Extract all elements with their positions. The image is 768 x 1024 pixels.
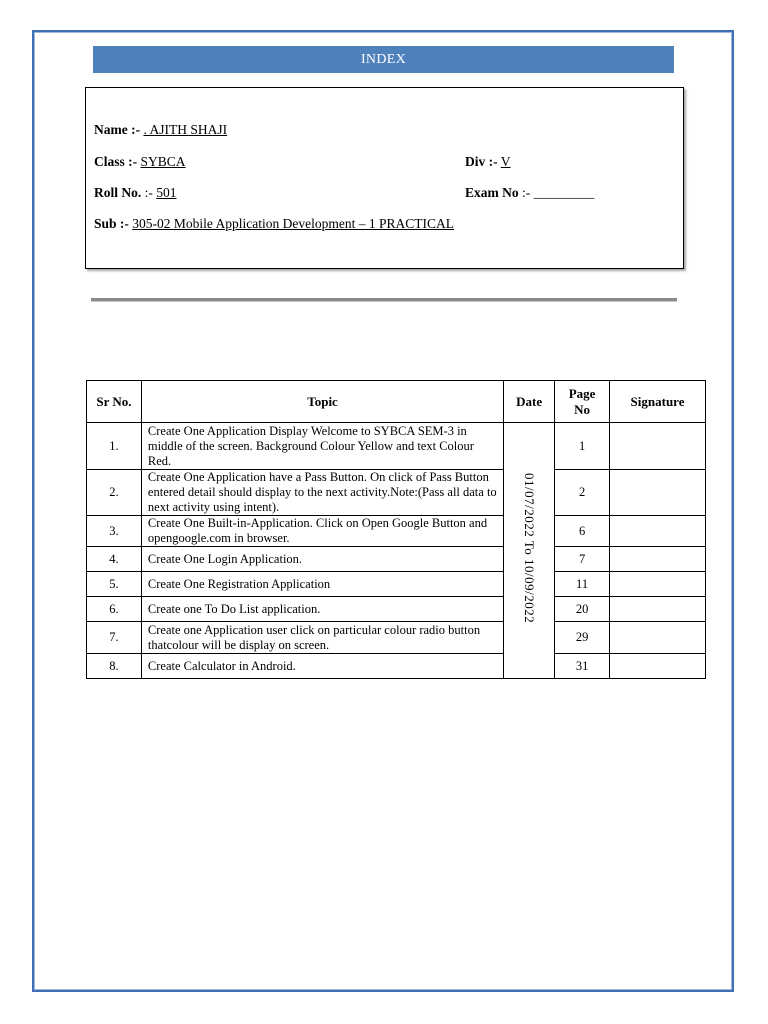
class-row: [94, 154, 186, 170]
row-topic: Create One Application have a Pass Button. On click of Pass Button entered detail should display to the next activity.Note:(Pass all data to next activity using intent).: [141, 470, 503, 516]
exam-label: Exam No: [465, 185, 519, 200]
index-banner: [93, 46, 674, 73]
roll-value: 501: [156, 185, 177, 200]
table-row: [87, 572, 706, 597]
roll-label: Roll No.: [94, 185, 142, 200]
exam-separator: :-: [518, 185, 531, 200]
row-signature: [610, 516, 706, 547]
table-row: [87, 423, 706, 470]
row-topic: Create One Registration Application: [141, 572, 503, 597]
row-signature: [610, 654, 706, 679]
row-topic: Create One Login Application.: [141, 547, 503, 572]
row-topic: Create One Application Display Welcome to SYBCA SEM-3 in middle of the screen. Background Colour Yellow and text Colour Red.: [141, 423, 503, 470]
exam-row: [465, 185, 594, 201]
row-page: 29: [555, 622, 610, 654]
row-page: 6: [555, 516, 610, 547]
name-label: Name :-: [94, 122, 141, 137]
subject-label: Sub :-: [94, 216, 129, 231]
table-header-row: [87, 381, 706, 423]
row-signature: [610, 572, 706, 597]
header-signature: Signature: [610, 381, 706, 423]
table-row: [87, 547, 706, 572]
index-title: INDEX: [360, 52, 407, 67]
row-page: 11: [555, 572, 610, 597]
row-sr: 3.: [87, 516, 142, 547]
row-sr: 7.: [87, 622, 142, 654]
row-signature: [610, 423, 706, 470]
header-sr-no: Sr No.: [87, 381, 142, 423]
div-row: [465, 154, 511, 170]
class-label: Class :-: [94, 154, 138, 169]
row-topic: Create One Built-in-Application. Click on Open Google Button and opengoogle.com in browser.: [141, 516, 503, 547]
exam-value: _________: [533, 185, 595, 200]
roll-row: [94, 185, 177, 201]
row-page: 20: [555, 597, 610, 622]
row-topic: Create one To Do List application.: [141, 597, 503, 622]
table-row: [87, 622, 706, 654]
student-info-box: [85, 87, 684, 269]
row-signature: [610, 622, 706, 654]
row-topic: Create Calculator in Android.: [141, 654, 503, 679]
header-page-no: Page No: [555, 381, 610, 423]
div-value: V: [500, 154, 511, 169]
row-sr: 1.: [87, 423, 142, 470]
row-sr: 5.: [87, 572, 142, 597]
index-table: [86, 380, 706, 679]
row-signature: [610, 547, 706, 572]
row-page: 31: [555, 654, 610, 679]
subject-row: [94, 216, 454, 232]
row-topic: Create one Application user click on particular colour radio button thatcolour will be display on screen.: [141, 622, 503, 654]
header-date: Date: [504, 381, 555, 423]
row-sr: 2.: [87, 470, 142, 516]
table-row: [87, 654, 706, 679]
date-range-cell: [504, 423, 555, 679]
roll-separator: :-: [141, 185, 153, 200]
table-row: [87, 597, 706, 622]
name-row: [94, 122, 227, 138]
row-page: 1: [555, 423, 610, 470]
header-topic: Topic: [141, 381, 503, 423]
date-range-text: 01/07/2022 To 10/09/2022: [522, 473, 538, 624]
row-page: 7: [555, 547, 610, 572]
row-sr: 6.: [87, 597, 142, 622]
row-signature: [610, 470, 706, 516]
name-value: . AJITH SHAJI: [143, 122, 228, 137]
row-sr: 4.: [87, 547, 142, 572]
table-row: [87, 470, 706, 516]
divider-line: [91, 298, 677, 302]
subject-value: 305-02 Mobile Application Development – 1 PRACTICAL: [132, 216, 454, 231]
div-label: Div :-: [465, 154, 498, 169]
row-page: 2: [555, 470, 610, 516]
row-sr: 8.: [87, 654, 142, 679]
row-signature: [610, 597, 706, 622]
class-value: SYBCA: [140, 154, 186, 169]
table-row: [87, 516, 706, 547]
